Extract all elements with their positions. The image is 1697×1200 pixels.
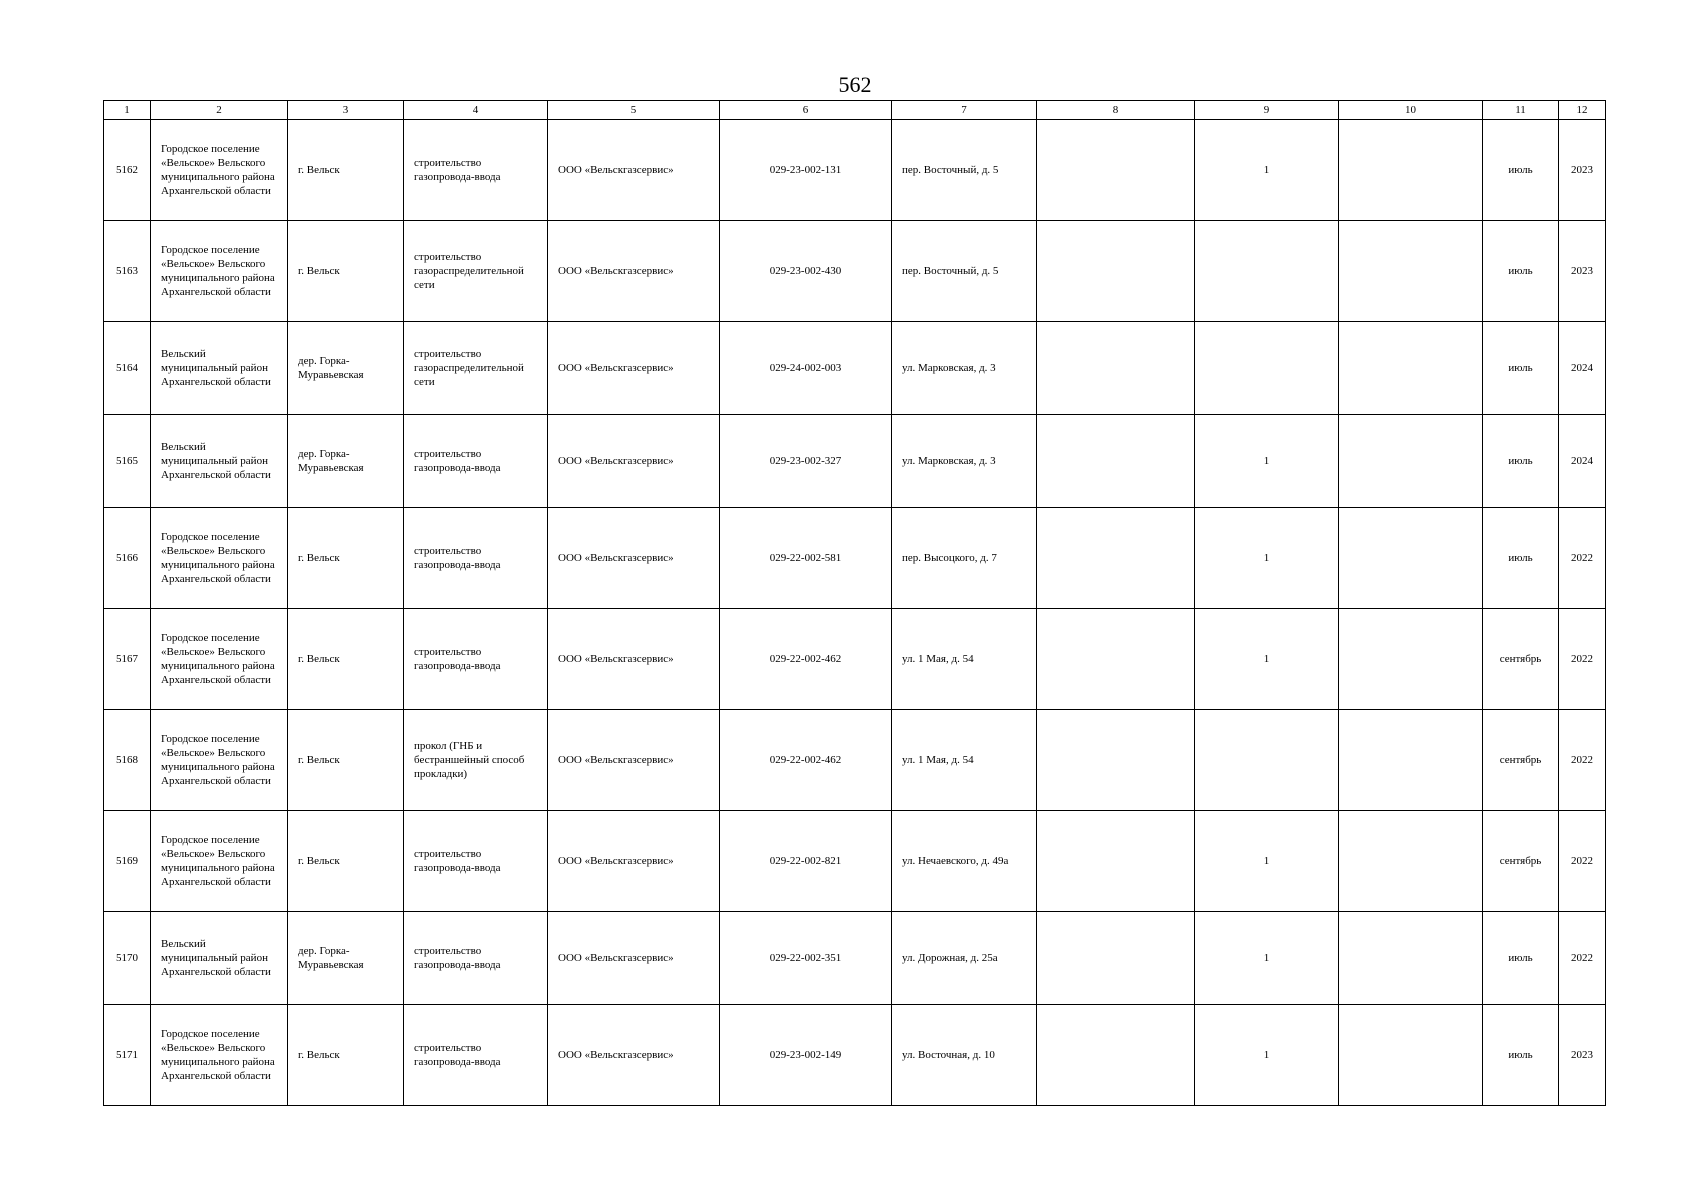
column-10-cell <box>1339 120 1483 221</box>
month-cell: июль <box>1483 1005 1559 1106</box>
organization-cell: ООО «Вельскгазсервис» <box>548 120 720 221</box>
column-9-cell <box>1195 221 1339 322</box>
column-number-header: 9 <box>1195 101 1339 120</box>
row-number-cell: 5169 <box>104 811 151 912</box>
column-8-cell <box>1037 609 1195 710</box>
column-8-cell <box>1037 1005 1195 1106</box>
organization-cell: ООО «Вельскгазсервис» <box>548 609 720 710</box>
object-code-cell: 029-24-002-003 <box>720 322 892 415</box>
table-row <box>104 1005 1606 1106</box>
object-code-cell: 029-22-002-462 <box>720 710 892 811</box>
municipality-cell: Городское поселение «Вельское» Вельского муниципального района Архангельской области <box>151 508 288 609</box>
work-type-cell: строительство газораспределительной сети <box>404 221 548 322</box>
column-number-header: 3 <box>288 101 404 120</box>
column-number-header: 1 <box>104 101 151 120</box>
table-row <box>104 811 1606 912</box>
month-cell: сентябрь <box>1483 710 1559 811</box>
settlement-cell: дер. Горка-Муравьевская <box>288 912 404 1005</box>
column-10-cell <box>1339 912 1483 1005</box>
column-9-cell <box>1195 710 1339 811</box>
municipality-cell: Городское поселение «Вельское» Вельского муниципального района Архангельской области <box>151 120 288 221</box>
row-number-cell: 5171 <box>104 1005 151 1106</box>
municipality-cell: Городское поселение «Вельское» Вельского муниципального района Архангельской области <box>151 710 288 811</box>
column-number-header: 8 <box>1037 101 1195 120</box>
month-cell: июль <box>1483 415 1559 508</box>
column-8-cell <box>1037 710 1195 811</box>
column-9-cell: 1 <box>1195 508 1339 609</box>
object-code-cell: 029-22-002-821 <box>720 811 892 912</box>
table-row <box>104 415 1606 508</box>
column-10-cell <box>1339 811 1483 912</box>
organization-cell: ООО «Вельскгазсервис» <box>548 710 720 811</box>
row-number-cell: 5164 <box>104 322 151 415</box>
column-number-header: 5 <box>548 101 720 120</box>
object-code-cell: 029-23-002-430 <box>720 221 892 322</box>
column-number-header: 6 <box>720 101 892 120</box>
column-number-header: 10 <box>1339 101 1483 120</box>
column-number-header-row <box>104 101 1606 120</box>
organization-cell: ООО «Вельскгазсервис» <box>548 811 720 912</box>
table-row <box>104 120 1606 221</box>
object-code-cell: 029-22-002-351 <box>720 912 892 1005</box>
settlement-cell: г. Вельск <box>288 120 404 221</box>
organization-cell: ООО «Вельскгазсервис» <box>548 1005 720 1106</box>
month-cell: сентябрь <box>1483 811 1559 912</box>
settlement-cell: г. Вельск <box>288 221 404 322</box>
address-cell: ул. 1 Мая, д. 54 <box>892 710 1037 811</box>
column-9-cell: 1 <box>1195 120 1339 221</box>
object-code-cell: 029-23-002-131 <box>720 120 892 221</box>
year-cell: 2024 <box>1559 415 1606 508</box>
address-cell: ул. Марковская, д. 3 <box>892 415 1037 508</box>
column-number-header: 2 <box>151 101 288 120</box>
column-9-cell: 1 <box>1195 811 1339 912</box>
work-type-cell: строительство газопровода-ввода <box>404 415 548 508</box>
column-number-header: 11 <box>1483 101 1559 120</box>
settlement-cell: г. Вельск <box>288 1005 404 1106</box>
year-cell: 2023 <box>1559 221 1606 322</box>
column-9-cell: 1 <box>1195 609 1339 710</box>
municipality-cell: Городское поселение «Вельское» Вельского муниципального района Архангельской области <box>151 221 288 322</box>
object-code-cell: 029-23-002-149 <box>720 1005 892 1106</box>
column-8-cell <box>1037 415 1195 508</box>
municipality-cell: Вельский муниципальный район Архангельской области <box>151 912 288 1005</box>
column-10-cell <box>1339 415 1483 508</box>
row-number-cell: 5162 <box>104 120 151 221</box>
column-9-cell: 1 <box>1195 1005 1339 1106</box>
row-number-cell: 5170 <box>104 912 151 1005</box>
row-number-cell: 5168 <box>104 710 151 811</box>
work-type-cell: строительство газораспределительной сети <box>404 322 548 415</box>
month-cell: июль <box>1483 120 1559 221</box>
organization-cell: ООО «Вельскгазсервис» <box>548 322 720 415</box>
column-9-cell <box>1195 322 1339 415</box>
organization-cell: ООО «Вельскгазсервис» <box>548 415 720 508</box>
municipality-cell: Городское поселение «Вельское» Вельского муниципального района Архангельской области <box>151 1005 288 1106</box>
table-row <box>104 912 1606 1005</box>
settlement-cell: дер. Горка-Муравьевская <box>288 322 404 415</box>
year-cell: 2024 <box>1559 322 1606 415</box>
year-cell: 2022 <box>1559 508 1606 609</box>
settlement-cell: г. Вельск <box>288 710 404 811</box>
column-10-cell <box>1339 508 1483 609</box>
object-code-cell: 029-23-002-327 <box>720 415 892 508</box>
column-8-cell <box>1037 912 1195 1005</box>
municipality-cell: Городское поселение «Вельское» Вельского муниципального района Архангельской области <box>151 811 288 912</box>
address-cell: пер. Высоцкого, д. 7 <box>892 508 1037 609</box>
column-8-cell <box>1037 120 1195 221</box>
address-cell: пер. Восточный, д. 5 <box>892 120 1037 221</box>
address-cell: ул. Восточная, д. 10 <box>892 1005 1037 1106</box>
municipality-cell: Вельский муниципальный район Архангельской области <box>151 322 288 415</box>
table-row <box>104 710 1606 811</box>
settlement-cell: г. Вельск <box>288 609 404 710</box>
column-8-cell <box>1037 508 1195 609</box>
year-cell: 2022 <box>1559 912 1606 1005</box>
work-type-cell: строительство газопровода-ввода <box>404 120 548 221</box>
month-cell: июль <box>1483 508 1559 609</box>
municipality-cell: Городское поселение «Вельское» Вельского муниципального района Архангельской области <box>151 609 288 710</box>
settlement-cell: дер. Горка-Муравьевская <box>288 415 404 508</box>
address-cell: ул. 1 Мая, д. 54 <box>892 609 1037 710</box>
table-row <box>104 508 1606 609</box>
settlement-cell: г. Вельск <box>288 811 404 912</box>
address-cell: ул. Марковская, д. 3 <box>892 322 1037 415</box>
column-number-header: 4 <box>404 101 548 120</box>
page-number: 562 <box>838 72 872 97</box>
column-10-cell <box>1339 322 1483 415</box>
work-type-cell: строительство газопровода-ввода <box>404 912 548 1005</box>
year-cell: 2022 <box>1559 710 1606 811</box>
table-row <box>104 609 1606 710</box>
address-cell: пер. Восточный, д. 5 <box>892 221 1037 322</box>
year-cell: 2022 <box>1559 609 1606 710</box>
municipality-cell: Вельский муниципальный район Архангельской области <box>151 415 288 508</box>
month-cell: июль <box>1483 221 1559 322</box>
year-cell: 2023 <box>1559 120 1606 221</box>
work-type-cell: прокол (ГНБ и бестраншейный способ прокладки) <box>404 710 548 811</box>
work-type-cell: строительство газопровода-ввода <box>404 1005 548 1106</box>
settlement-cell: г. Вельск <box>288 508 404 609</box>
row-number-cell: 5165 <box>104 415 151 508</box>
column-8-cell <box>1037 811 1195 912</box>
row-number-cell: 5163 <box>104 221 151 322</box>
object-code-cell: 029-22-002-581 <box>720 508 892 609</box>
work-type-cell: строительство газопровода-ввода <box>404 609 548 710</box>
column-8-cell <box>1037 322 1195 415</box>
work-type-cell: строительство газопровода-ввода <box>404 508 548 609</box>
organization-cell: ООО «Вельскгазсервис» <box>548 508 720 609</box>
row-number-cell: 5166 <box>104 508 151 609</box>
column-9-cell: 1 <box>1195 415 1339 508</box>
column-number-header: 12 <box>1559 101 1606 120</box>
work-type-cell: строительство газопровода-ввода <box>404 811 548 912</box>
column-10-cell <box>1339 221 1483 322</box>
month-cell: июль <box>1483 322 1559 415</box>
column-9-cell: 1 <box>1195 912 1339 1005</box>
year-cell: 2022 <box>1559 811 1606 912</box>
table-row <box>104 221 1606 322</box>
column-10-cell <box>1339 710 1483 811</box>
organization-cell: ООО «Вельскгазсервис» <box>548 221 720 322</box>
column-number-header: 7 <box>892 101 1037 120</box>
object-code-cell: 029-22-002-462 <box>720 609 892 710</box>
month-cell: сентябрь <box>1483 609 1559 710</box>
column-8-cell <box>1037 221 1195 322</box>
organization-cell: ООО «Вельскгазсервис» <box>548 912 720 1005</box>
month-cell: июль <box>1483 912 1559 1005</box>
gasification-register-table <box>103 100 1606 1106</box>
column-10-cell <box>1339 609 1483 710</box>
row-number-cell: 5167 <box>104 609 151 710</box>
year-cell: 2023 <box>1559 1005 1606 1106</box>
column-10-cell <box>1339 1005 1483 1106</box>
address-cell: ул. Нечаевского, д. 49а <box>892 811 1037 912</box>
table-row <box>104 322 1606 415</box>
address-cell: ул. Дорожная, д. 25а <box>892 912 1037 1005</box>
